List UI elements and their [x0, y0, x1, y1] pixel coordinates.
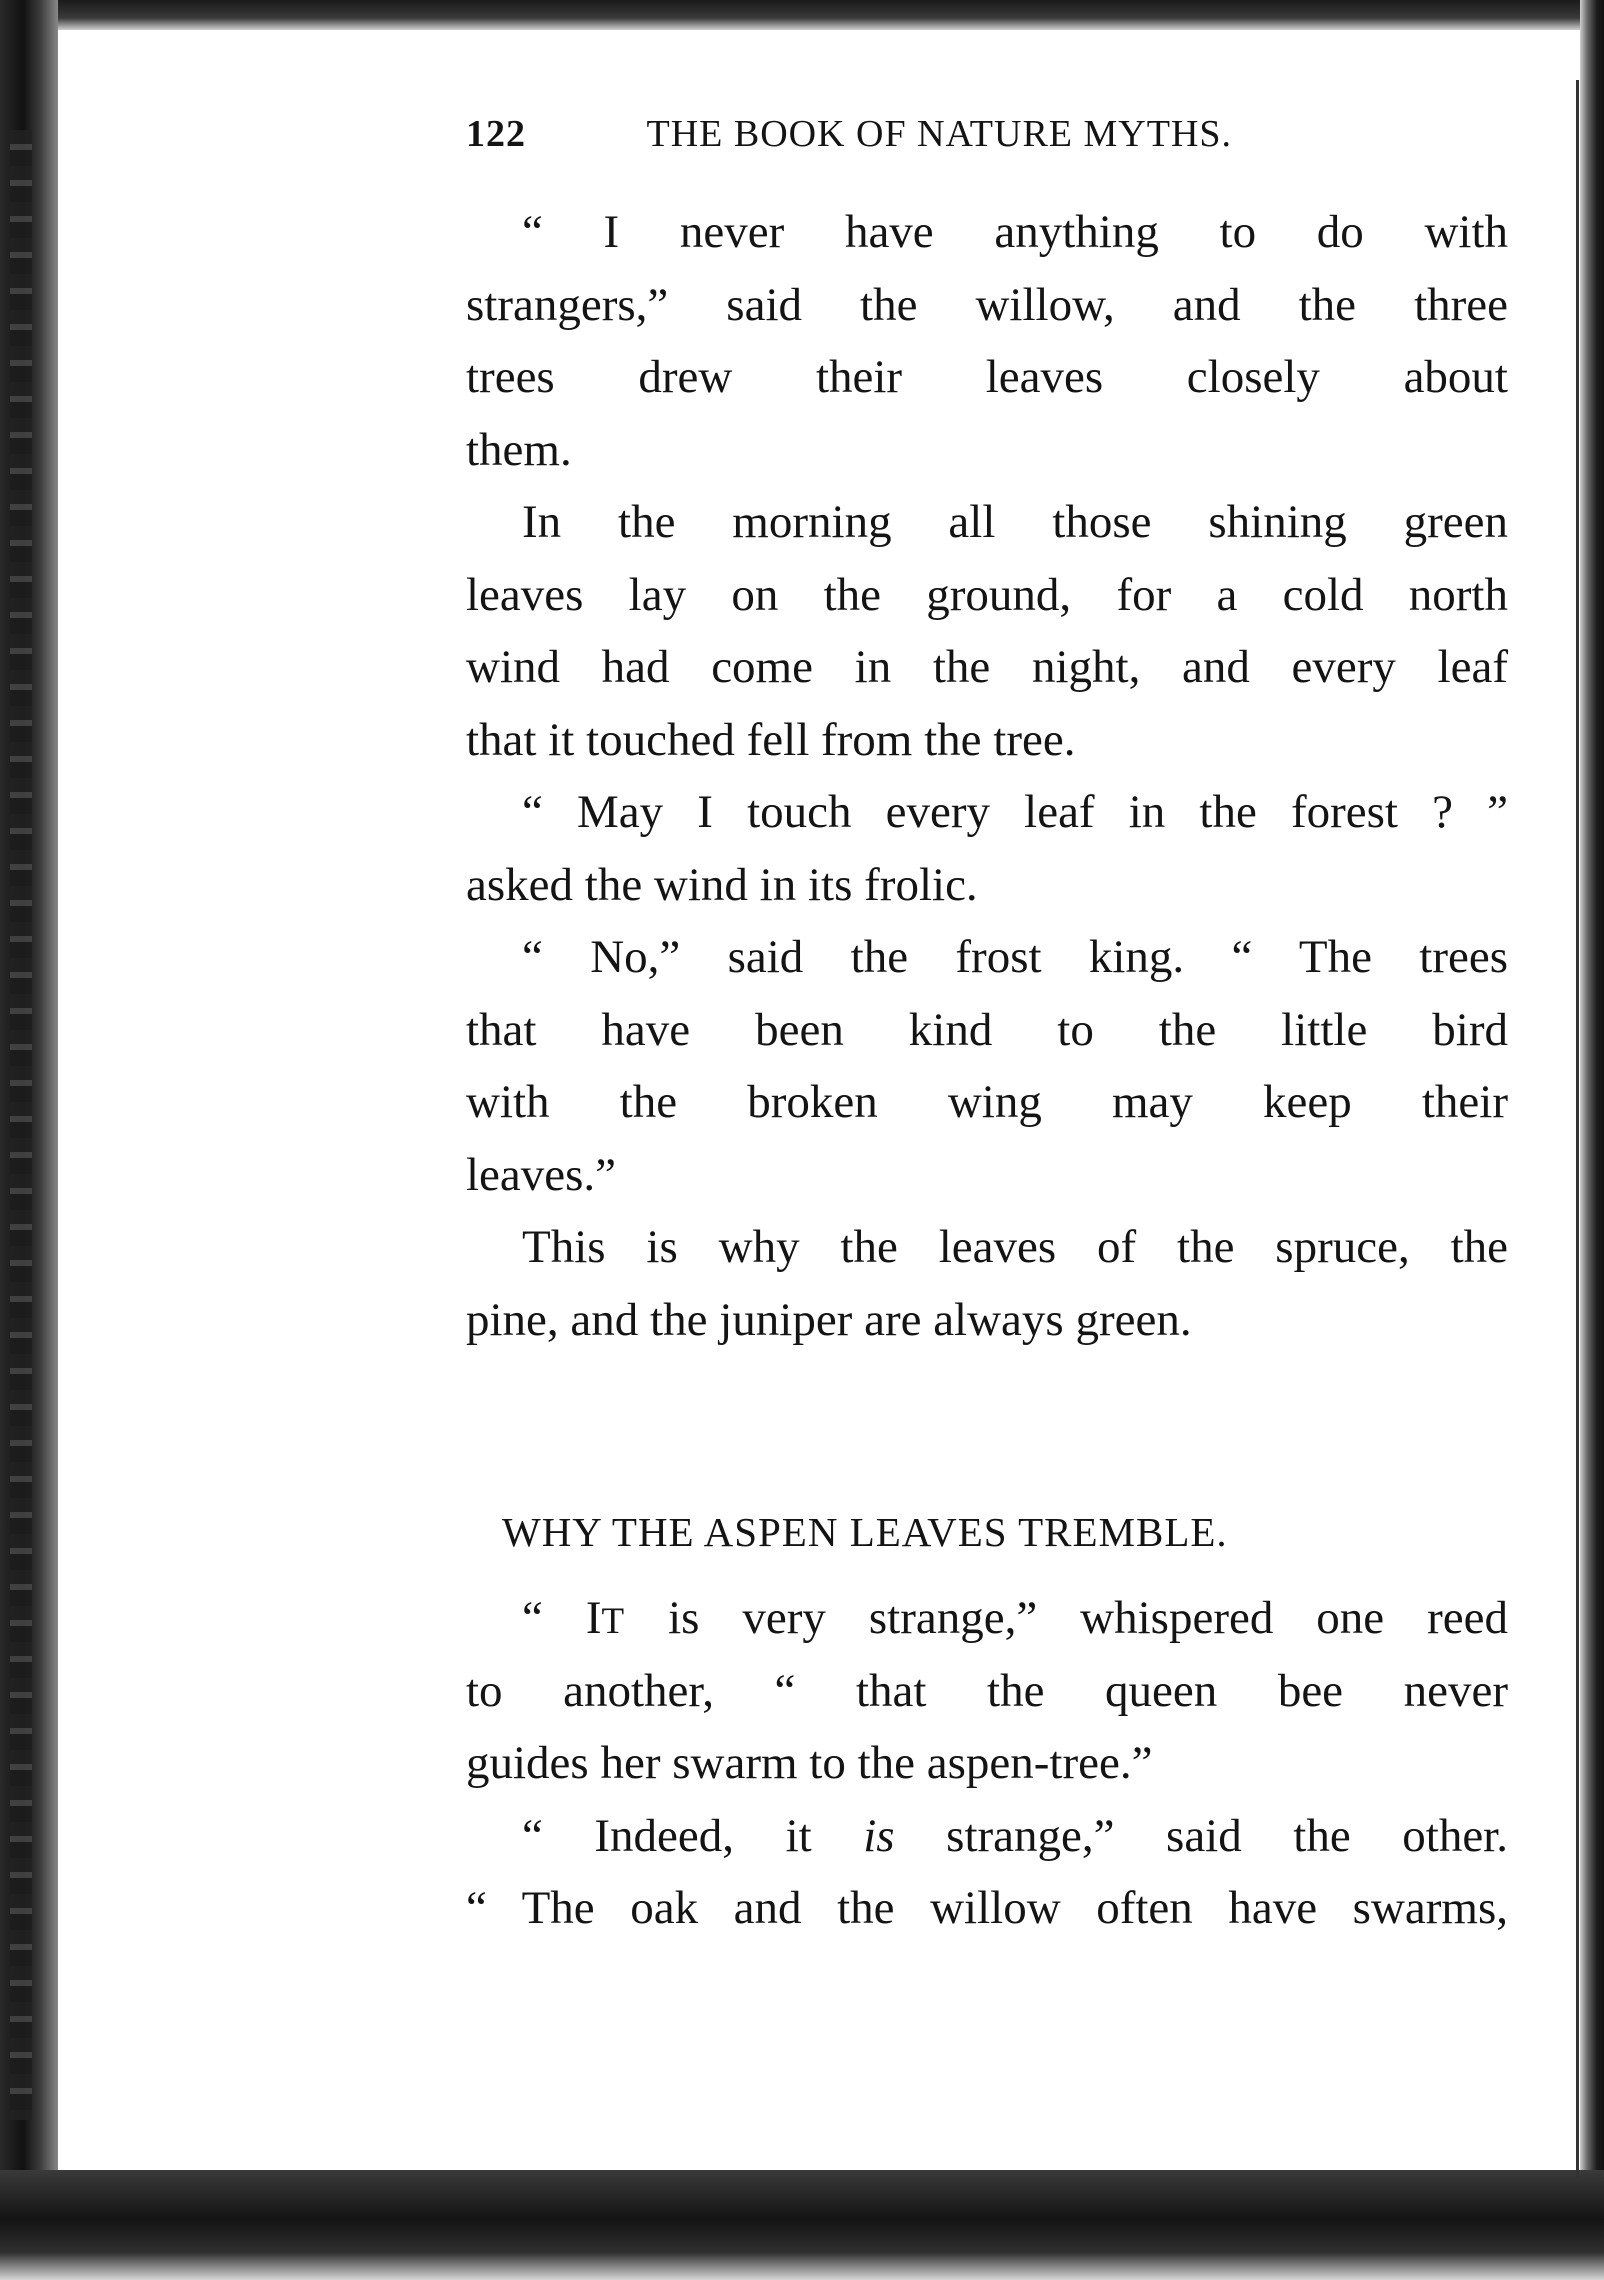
text-line: asked the wind in its frolic.	[466, 858, 978, 911]
text-line	[466, 1582, 1508, 1655]
running-head: THE BOOK OF NATURE MYTHS.	[646, 113, 1233, 155]
italic-emphasis: is	[863, 1809, 895, 1862]
text-line: “ The oak and the willow often have swarms,	[466, 1882, 1508, 1934]
section-gap	[466, 1356, 1508, 1496]
text-line: “ I never have anything to do with	[522, 206, 1508, 258]
text-line: them.	[466, 423, 572, 476]
scan-bottom-edge	[0, 2170, 1604, 2280]
open-quote-initial: “ I	[522, 1592, 602, 1644]
text-line: This is why the leaves of the spruce, the	[522, 1221, 1508, 1273]
scan-spine-texture	[10, 130, 32, 2120]
text-line: with the broken wing may keep their	[466, 1076, 1508, 1128]
text-line: wind had come in the night, and every leaf	[466, 641, 1508, 693]
section-heading: WHY THE ASPEN LEAVES TREMBLE.	[502, 1509, 1228, 1555]
text-line: strangers,” said the willow, and the three	[466, 278, 1508, 331]
page-header	[466, 112, 1506, 156]
text-line: guides her swarm to the aspen-tree.”	[466, 1737, 1153, 1789]
scan-top-edge	[0, 0, 1604, 30]
text-line: leaves.”	[466, 1148, 617, 1201]
text-line: trees drew their leaves closely about	[466, 351, 1508, 403]
text-line: leaves lay on the ground, for a cold north	[466, 568, 1508, 621]
small-caps-letters: T	[601, 1601, 626, 1642]
text-span: strange,” said the other.	[894, 1809, 1508, 1862]
page-number: 122	[466, 113, 526, 155]
text-span: is very strange,” whispered one reed	[625, 1592, 1508, 1644]
text-line: that have been kind to the little bird	[466, 1003, 1508, 1056]
body-text	[466, 196, 1508, 1945]
text-span: “ Indeed, it	[522, 1809, 864, 1862]
scan-right-edge	[1580, 0, 1604, 2280]
page-edge-line	[1576, 80, 1579, 2180]
text-line: “ No,” said the frost king. “ The trees	[522, 931, 1508, 983]
text-line: to another, “ that the queen bee never	[466, 1664, 1508, 1717]
text-line: “ May I touch every leaf in the forest ? ”	[522, 786, 1508, 838]
text-line: pine, and the juniper are always green.	[466, 1293, 1192, 1346]
text-line: In the morning all those shining green	[522, 496, 1508, 548]
text-line: that it touched fell from the tree.	[466, 713, 1076, 766]
text-line	[466, 1800, 1508, 1873]
